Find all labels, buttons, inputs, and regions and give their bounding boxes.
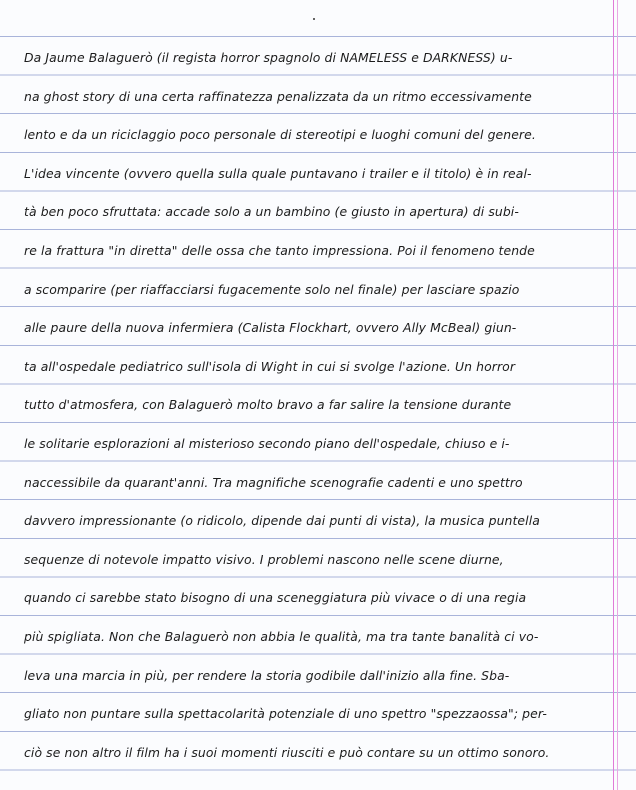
text-line: più spigliata. Non che Balaguerò non abbia le qualità, ma tra tante banalità ci vo- <box>24 628 539 644</box>
text-line: naccessibile da quarant'anni. Tra magnifiche scenografie cadenti e uno spettro <box>24 474 523 490</box>
margin-line-secondary <box>617 0 618 790</box>
text-line: ciò se non altro il film ha i suoi momenti riusciti e può contare su un ottimo sonoro. <box>24 744 550 760</box>
text-line: gliato non puntare sulla spettacolarità potenziale di uno spettro "spezzaossa"; per- <box>24 706 547 722</box>
text-line: re la frattura "in diretta" delle ossa che tanto impressiona. Poi il fenomeno tende <box>24 242 535 258</box>
text-line: quando ci sarebbe stato bisogno di una sceneggiatura più vivace o di una regia <box>24 590 527 606</box>
handwritten-text <box>24 39 614 772</box>
text-line: Da Jaume Balaguerò (il regista horror spagnolo di NAMELESS e DARKNESS) u- <box>24 50 513 65</box>
text-line: ta all'ospedale pediatrico sull'isola di Wight in cui si svolge l'azione. Un horror <box>24 358 516 374</box>
text-line: L'idea vincente (ovvero quella sulla quale puntavano i trailer e il titolo) è in real- <box>24 165 532 181</box>
text-line: tà ben poco sfruttata: accade solo a un bambino (e giusto in apertura) di subi- <box>24 204 519 220</box>
ink-dot <box>313 18 315 20</box>
text-line: tutto d'atmosfera, con Balaguerò molto bravo a far salire la tensione durante <box>24 397 512 413</box>
text-line: alle paure della nuova infermiera (Calista Flockhart, ovvero Ally McBeal) giun- <box>24 320 517 336</box>
text-line: lento e da un riciclaggio poco personale di stereotipi e luoghi comuni del genere. <box>24 127 536 143</box>
text-line: leva una marcia in più, per rendere la storia godibile dall'inizio alla fine. Sba- <box>24 667 510 683</box>
text-line: sequenze di notevole impatto visivo. I problemi nascono nelle scene diurne, <box>24 551 504 567</box>
text-line: na ghost story di una certa raffinatezza penalizzata da un ritmo eccessivamente <box>24 88 532 104</box>
text-line: le solitarie esplorazioni al misterioso secondo piano dell'ospedale, chiuso e i- <box>24 435 510 451</box>
text-line: a scomparire (per riaffacciarsi fugacemente solo nel finale) per lasciare spazio <box>24 281 520 297</box>
text-line: davvero impressionante (o ridicolo, dipende dai punti di vista), la musica puntella <box>24 513 540 529</box>
